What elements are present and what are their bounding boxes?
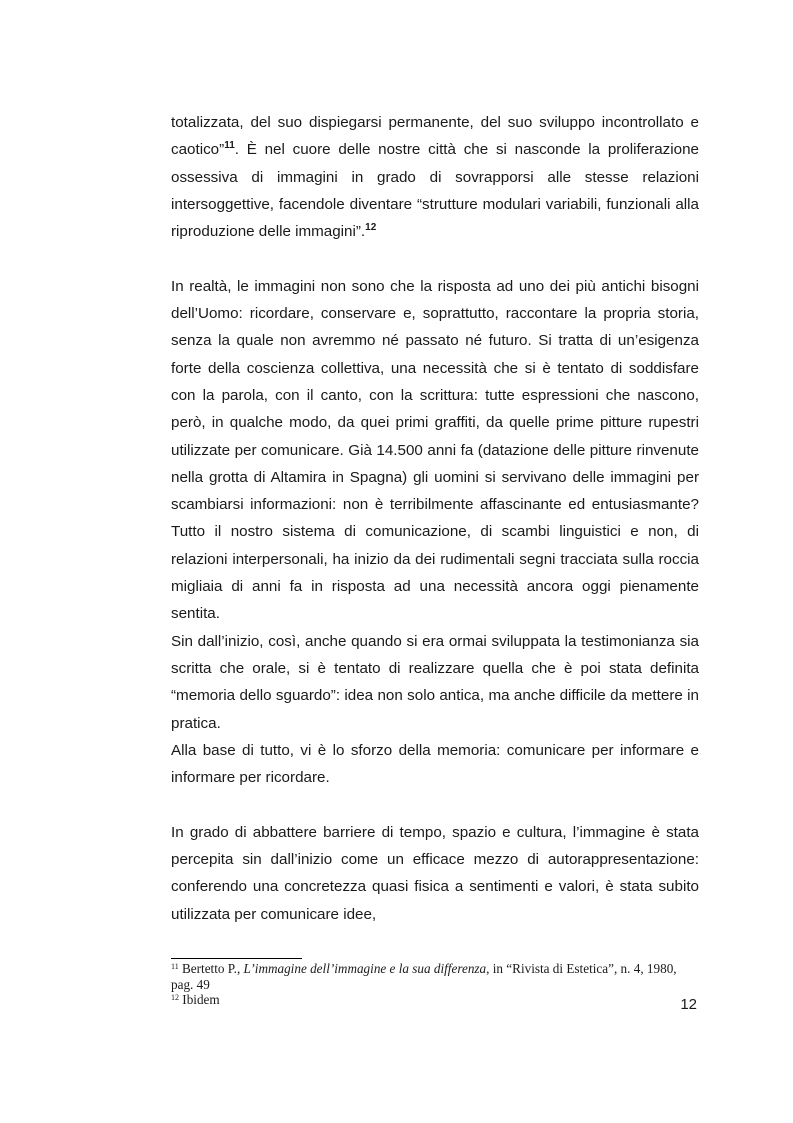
footnote-11-author: Bertetto P., — [182, 961, 244, 976]
page-number: 12 — [680, 996, 697, 1013]
footnote-11-title: L’immagine dell’immagine e la sua differenza — [243, 961, 487, 976]
footnote-12 — [171, 992, 699, 1008]
footnote-11 — [171, 961, 699, 992]
paragraph-1-text-b: . È nel cuore delle nostre città che si nasconde la proliferazione ossessiva di immagini in grado di sovrapporsi alle stesse relazioni intersoggettive, facendole diventare “strutture modulari variabili, funzionali alla riproduzione delle immagini”. — [171, 141, 699, 241]
paragraph-5: In grado di abbattere barriere di tempo, spazio e cultura, l’immagine è stata percepita sin dall’inizio come un efficace mezzo di autorappresentazione: conferendo una concretezza quasi fisica a sentimenti e valori, è stata subito utilizzata per comunicare idee, — [171, 823, 699, 923]
paragraph-2: In realtà, le immagini non sono che la risposta ad uno dei più antichi bisogni dell’Uomo: ricordare, conservare e, soprattutto, raccontare la propria storia, senza la quale non avremmo né passato né futuro. Si tratta di un’esigenza forte della coscienza collettiva, una necessità che si è tentato di soddisfare con la parola, con il canto, con la scrittura: tutte espressioni che nascono, però, in qualche modo, da quei primi graffiti, da quelle prime pitture rupestri utilizzate per comunicare. Già 14.500 anni fa (datazione delle pitture rinvenute nella grotta di Altamira in Spagna) gli uomini si servivano delle immagini per scambiarsi informazioni: non è terribilmente affascinante ed entusiasmante? Tutto il nostro sistema di comunicazione, di scambi linguistici e non, di relazioni interpersonali, ha inizio da dei rudimentali segni tracciata sulla roccia migliaia di anni fa in risposta ad una necessità ancora oggi pienamente sentita. — [171, 277, 699, 623]
footnote-separator — [171, 958, 302, 959]
footnote-12-text: Ibidem — [182, 992, 220, 1007]
body-text — [171, 109, 699, 928]
footnote-ref-11[interactable]: 11 — [224, 140, 235, 152]
footnote-ref-12[interactable]: 12 — [365, 222, 377, 234]
paragraph-3: Sin dall’inizio, così, anche quando si era ormai sviluppata la testimonianza sia scritta che orale, si è tentato di realizzare quella che è poi stata definita “memoria dello sguardo”: idea non solo antica, ma anche difficile da mettere in pratica. — [171, 632, 699, 732]
paragraph-1-text-a: totalizzata, del suo dispiegarsi permanente, del suo sviluppo incontrollato e caotico” — [171, 114, 699, 159]
footnote-12-number: 12 — [171, 993, 179, 1002]
footnote-11-number: 11 — [171, 962, 179, 971]
paragraph-1 — [171, 109, 699, 245]
footnote-11-rest: , in “Rivista di Estetica”, n. 4, 1980, pag. 49 — [171, 961, 677, 992]
footnotes — [171, 961, 699, 1008]
paragraph-4: Alla base di tutto, vi è lo sforzo della memoria: comunicare per informare e informare per ricordare. — [171, 741, 699, 787]
